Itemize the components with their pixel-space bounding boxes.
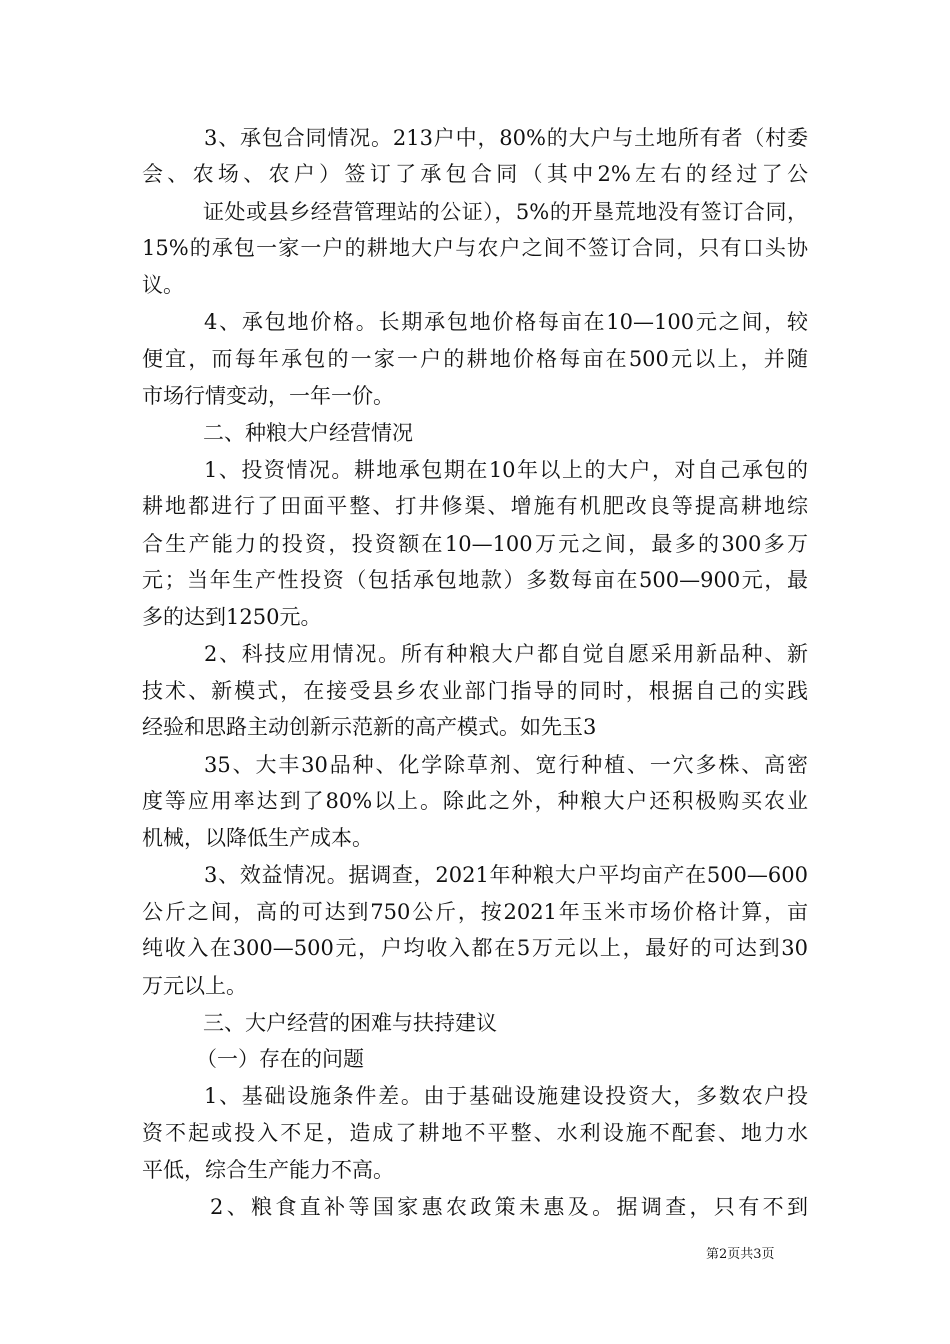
body-line: 1、基础设施条件差。由于基础设施建设投资大，多数农户投: [204, 1084, 808, 1108]
body-line: 多的达到1250元。: [142, 605, 322, 629]
section-heading: 三、大户经营的困难与扶持建议: [203, 1011, 497, 1035]
body-line: 3、效益情况。据调查，2021年种粮大户平均亩产在500—600: [204, 863, 808, 887]
body-line: 资不起或投入不足，造成了耕地不平整、水利设施不配套、地力水: [142, 1121, 808, 1145]
body-line: 合生产能力的投资，投资额在10—100万元之间，最多的300多万: [142, 532, 808, 556]
body-line: 3、承包合同情况。213户中，80%的大户与土地所有者（村委: [204, 126, 808, 150]
body-line: 技术、新模式，在接受县乡农业部门指导的同时，根据自己的实践: [142, 679, 808, 703]
body-line: 35、大丰30品种、化学除草剂、宽行种植、一穴多株、高密: [204, 753, 808, 777]
body-line: 15%的承包一家一户的耕地大户与农户之间不签订合同，只有口头协: [142, 236, 808, 260]
body-line: 4、承包地价格。长期承包地价格每亩在10—100元之间，较: [204, 310, 808, 334]
body-line: 元；当年生产性投资（包括承包地款）多数每亩在500—900元，最: [142, 568, 808, 592]
section-heading: 二、种粮大户经营情况: [203, 421, 413, 445]
subsection-heading: （一）存在的问题: [196, 1047, 364, 1071]
body-line: 议。: [142, 273, 184, 297]
body-line: 机械，以降低生产成本。: [142, 826, 373, 850]
body-line: 2、粮食直补等国家惠农政策未惠及。据调查，只有不到: [210, 1195, 808, 1219]
body-line: 耕地都进行了田面平整、打井修渠、增施有机肥改良等提高耕地综: [142, 494, 808, 518]
body-line: 市场行情变动，一年一价。: [142, 384, 394, 408]
body-line: 万元以上。: [142, 974, 247, 998]
body-line: 经验和思路主动创新示范新的高产模式。如先玉3: [142, 715, 597, 739]
body-line: 证处或县乡经营管理站的公证），5%的开垦荒地没有签订合同，: [203, 200, 808, 224]
body-line: 1、投资情况。耕地承包期在10年以上的大户，对自己承包的: [204, 458, 808, 482]
body-line: 2、科技应用情况。所有种粮大户都自觉自愿采用新品种、新: [204, 642, 808, 666]
body-line: 度等应用率达到了80%以上。除此之外，种粮大户还积极购买农业: [142, 789, 808, 813]
body-line: 会、农场、农户）签订了承包合同（其中2%左右的经过了公: [142, 162, 808, 186]
body-line: 纯收入在300—500元，户均收入都在5万元以上，最好的可达到30: [142, 936, 808, 960]
page-number: 第2页共3页: [706, 1247, 775, 1262]
body-line: 平低，综合生产能力不高。: [142, 1158, 394, 1182]
body-line: 便宜，而每年承包的一家一户的耕地价格每亩在500元以上，并随: [142, 347, 808, 371]
body-line: 公斤之间，高的可达到750公斤，按2021年玉米市场价格计算，亩: [142, 900, 808, 924]
